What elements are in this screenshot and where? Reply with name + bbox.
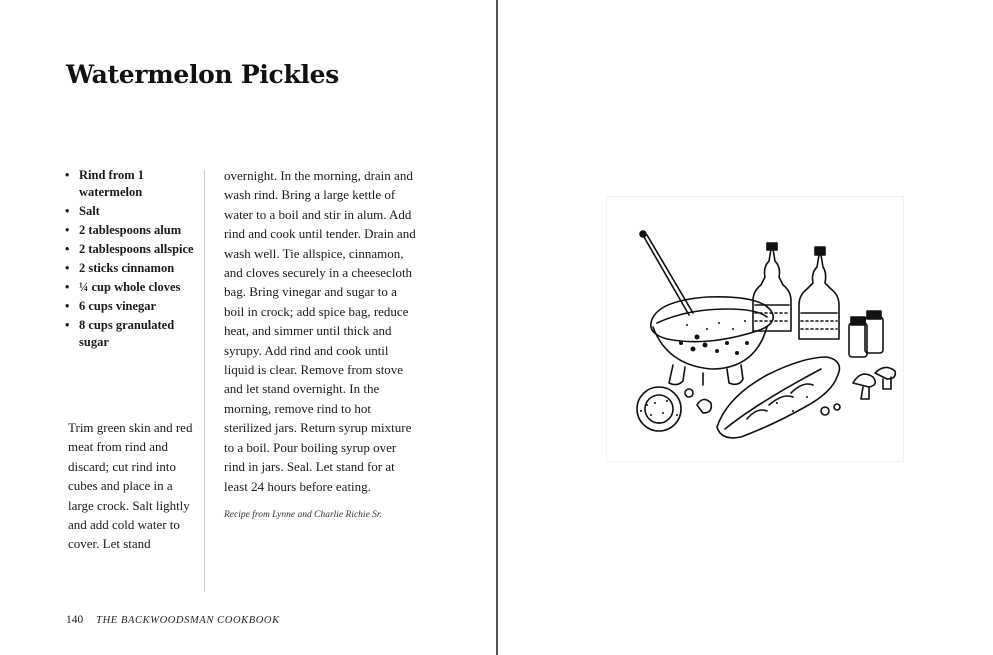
ingredient-item: • 2 tablespoons alum [65,223,182,237]
directions-column-2 [224,166,416,520]
bullet-icon: • [65,204,70,218]
ingredient-item: • 2 sticks cinnamon [65,261,175,275]
column-divider [204,170,205,592]
bullet-icon: • [65,242,70,256]
ingredient-item: • Salt [65,204,100,218]
directions-text: overnight. In the morning, drain and wash rind. Bring a large kettle of water to a boil and stir in alum. Add rind and cook until tender. Drain and wash well. Tie allspice, cinnamon, and cloves securely in a cheesecloth bag. Bring vinegar and sugar to a boil in crock; add spice bag, reduce heat, and simmer until thick and syrupy. Add rind and cook until liquid is clear. Remove from stove and let stand overnight. In the morning, remove rind to hot sterilized jars. Return syrup mixture to a boil. Pour boiling syrup over rind in jars. Seal. Let stand for at least 24 hours before eating. [224,168,416,494]
ingredient-item: • ¼ cup whole cloves [65,280,181,294]
running-head: THE BACKWOODSMAN COOKBOOK [96,615,280,626]
ingredient-item: • Rind from 1 watermelon [65,168,145,199]
bullet-icon: • [65,299,70,313]
bullet-icon: • [65,318,70,332]
recipe-title: Watermelon Pickles [66,60,340,89]
recipe-credit: Recipe from Lynne and Charlie Richie Sr. [224,509,382,520]
bullet-icon: • [65,168,70,182]
page-footer [66,614,280,626]
left-page [0,0,496,655]
ingredient-list [64,167,198,353]
page-number: 140 [66,614,84,626]
ingredient-item: • 8 cups granulated sugar [65,318,175,349]
ingredient-item: • 6 cups vinegar [65,299,157,313]
bullet-icon: • [65,261,70,275]
colander-bottles-vegetables-illustration [606,196,904,462]
bullet-icon: • [65,280,70,294]
ingredient-item: • 2 tablespoons allspice [65,242,194,256]
bullet-icon: • [65,223,70,237]
directions-column-1: Trim green skin and red meat from rind and discard; cut rind into cubes and place in a large crock. Salt lightly and add cold water to cover. Let stand [68,420,193,552]
